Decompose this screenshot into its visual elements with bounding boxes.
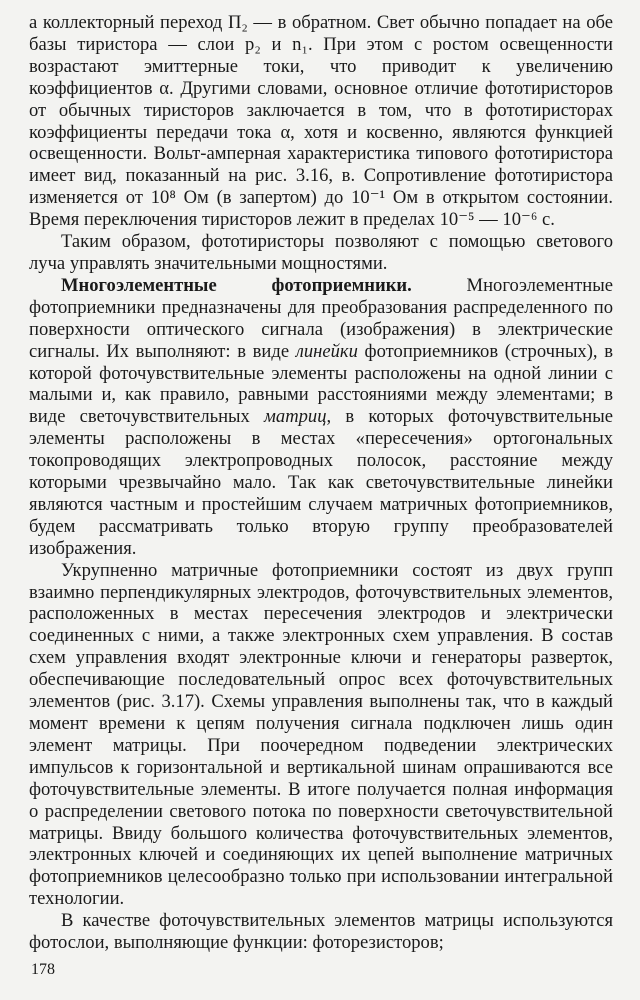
- paragraph-photosensitive-elements: В качестве фоточувствительных элементов матрицы используются фотослои, выполняющие функции: фоторезисторов;: [29, 910, 613, 954]
- text-segment: фотоприемников (строчных), в которой фоточувствительные элементы расположены на одной линии с малыми и, как правило, равными расстояниями между элементами; в виде светочувствительных: [29, 340, 613, 428]
- emphasis-term-line: линейки: [295, 340, 358, 362]
- paragraph-light-beam-control: Таким образом, фототиристоры позволяют с помощью светового луча управлять значительными мощностями.: [29, 231, 613, 274]
- emphasis-term-matrix: матриц: [264, 406, 327, 428]
- text-segment: Многоэлементные фотоприемники предназначены для преобразования распределенного по поверхности оптического сигнала (изображения) в электрические сигналы. Их выполняют: в виде: [29, 274, 613, 362]
- book-page: [29, 12, 613, 954]
- paragraph-phototransistor-continuation: а коллекторный переход П₂ — в обратном. Свет обычно попадает на обе базы тиристора — слои p₂ и n₁. При этом с ростом освещенности возрастают эмиттерные токи, что приводит к увеличению коэффициентов α. Другими словами, основное отличие фототиристоров от обычных тиристоров заключается в том, что в фототиристорах коэффициенты передачи тока α, хотя и косвенно, являются функцией освещенности. Вольт-амперная характеристика типового фототиристора имеет вид, показанный на рис. 3.16, в. Сопротивление фототиристора изменяется от 10⁸ Ом (в запертом) до 10⁻¹ Ом в открытом состоянии. Время переключения тиристоров лежит в пределах 10⁻⁵ — 10⁻⁶ с.: [29, 12, 613, 231]
- text-segment: , в которых фоточувствительные элементы расположены в местах «пересечения» ортогональных токопроводящих электропроводных полосок, расстояние между которыми чрезвычайно мало. Так как светочувствительные линейки являются частным и простейшим случаем матричных фотоприемников, будем рассматривать только вторую группу преобразователей изображения.: [29, 406, 613, 559]
- page-number: 178: [31, 961, 55, 978]
- paragraph-multielement-photodetectors: [29, 275, 613, 560]
- paragraph-matrix-structure: Укрупненно матричные фотоприемники состоят из двух групп взаимно перпендикулярных электродов, фоточувствительных элементов, расположенных в местах пересечения электродов и электрически соединенных с ними, а также электронных схем управления. В состав схем управления входят электронные ключи и генераторы разверток, обеспечивающие последовательный опрос всех фоточувствительных элементов (рис. 3.17). Схемы управления выполнены так, что в каждый момент времени к цепям получения сигнала подключен лишь один элемент матрицы. При поочередном подведении электрических импульсов к горизонтальной и вертикальной шинам опрашиваются все фоточувствительные элементы. В итоге получается полная информация о распределении светового потока по поверхности светочувствительной матрицы. Ввиду большого количества фоточувствительных элементов, электронных ключей и соединяющих их цепей выполнение матричных фотоприемников целесообразно только при использовании интегральной технологии.: [29, 559, 613, 910]
- section-run-in-heading: Многоэлементные фотоприемники.: [61, 274, 412, 296]
